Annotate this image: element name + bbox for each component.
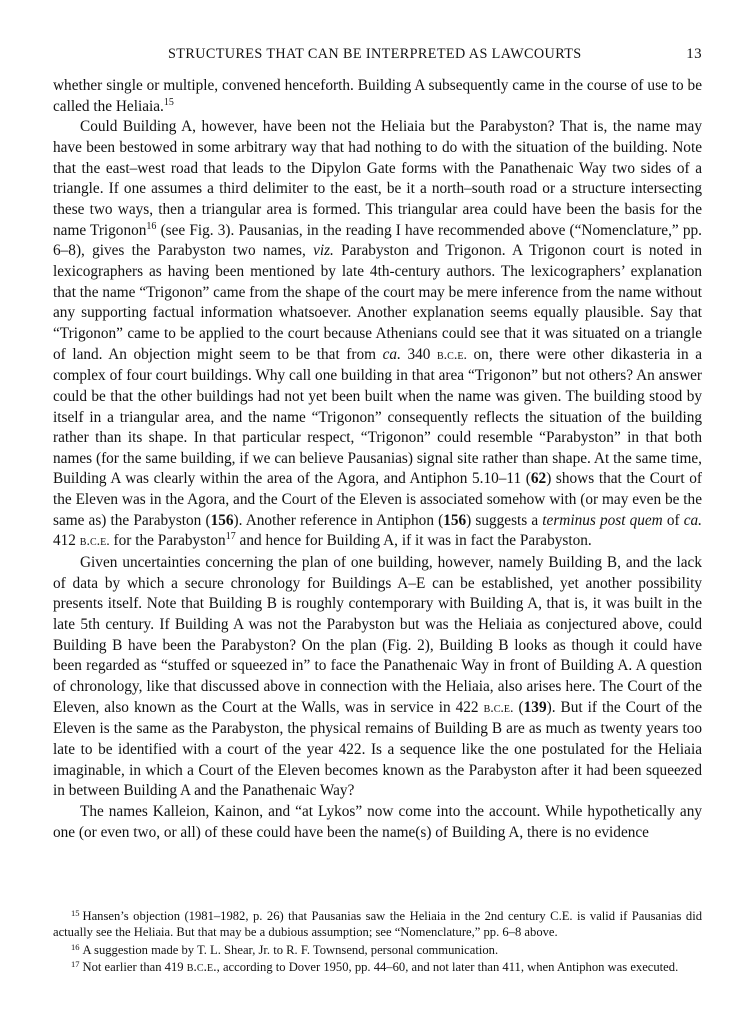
running-header <box>52 46 702 66</box>
source-number: 62 <box>530 470 547 488</box>
source-number: 156 <box>443 511 467 529</box>
footnotes <box>53 908 702 978</box>
paragraph: Given uncertainties concerning the plan of one building, however, namely Building B, and the lack of data by which a secure chronology for Buildings A–E can be established, yet another possibility presents itself. Note that Building B is roughly contemporary with Building A, that is, it was built in the late 5th century. If Building A was not the Parabyston but was the Heliaia as conjectured above, could Building B have been the Parabyston? On the plan (Fig. 2), Building B looks as though it could have been regarded as “stuffed or squeezed in” to face the Panathenaic Way in front of Building A. A question of chronology, like that discussed above in connection with the Heliaia, also arises here. The Court of the Eleven, also known as the Court at the Walls, was in service in 422 b.c.e. (139). But if the Court of the Eleven is the same as the Parabyston, the physical remains of Building B are as much as twenty years too late to be identified with a court of the year 422. Is a sequence like the one postulated for the Heliaia imaginable, in which a Court of the Eleven becomes known as the Parabyston after it had been squeezed in between Building A and the Panathenaic Way? <box>53 554 703 800</box>
paragraph: Could Building A, however, have been not the Heliaia but the Parabyston? That is, the name may have been bestowed in some arbitrary way that had nothing to do with the situation of the building. Note that the east–west road that leads to the Dipylon Gate forms with the Panathenaic Way two sides of a triangle. If one assumes a third delimiter to the east, be it a north–south road or a structure intersecting these two ways, then a triangular area is formed. This triangular area could have been the basis for the name Trigonon$^{16}$ (see Fig. 3). Pausanias, in the reading I have recommended above (“Nomenclature,” pp. 6–8), gives the Parabyston two names, viz. Parabyston and Trigonon. A Trigonon court is noted in lexicographers as having been mentioned by late 4th-century authors. The lexicographers’ explanation that the name “Trigonon” came from the shape of the court may be mere inference from the name without any supporting factual information whatsoever. Another explanation seems equally plausible. Say that “Trigonon” came to be applied to the court because Athenians could see that it was situated on a triangle of land. An objection might seem to be that from ca. 340 b.c.e. on, there were other dikasteria in a complex of four court buildings. Why call one building in that area “Trigonon” but not others? An answer could be that the other buildings had not yet been built when the name was given. The building stood by itself in a triangular area, and the name “Trigonon” consequently reflects the situation of the building rather than its shape. In that particular respect, “Trigonon” could resemble “Parabyston” in that both names (for the same building, if we can believe Pausanias) signal site rather than shape. At the same time, Building A was clearly within the area of the Agora, and Antiphon 5.10–11 (62) shows that the Court of the Eleven was in the Agora, and the Court of the Eleven is associated somehow with (or may even be the same as) the Parabyston (156). Another reference in Antiphon (156) suggests a terminus post quem of ca. 412 b.c.e. for the Parabyston$^{17}$ and hence for Building A, if it was in fact the Parabyston. <box>53 118 703 550</box>
footnote: $^{17}$ Not earlier than 419 b.c.e., according to Dover 1950, pp. 44–60, and not later than 411, when Antiphon was executed. <box>71 959 679 976</box>
footnote-number: 15 <box>71 908 80 918</box>
footnote: $^{15}$ Hansen’s objection (1981–1982, p. 26) that Pausanias saw the Heliaia in the 2nd century C.E. is valid if Pausanias did actually see the Heliaia. But that may be a dubious assumption; see “Nomenclature,” pp. 6–8 above. <box>53 908 702 940</box>
paragraph: whether single or multiple, convened henceforth. Building A subsequently came in the course of use to be called the Heliaia.$^{15}$ <box>53 77 702 115</box>
footnote-ref[interactable]: 16 <box>146 220 157 232</box>
footnote-number: 16 <box>71 941 80 952</box>
source-number: 139 <box>523 698 547 716</box>
running-title: STRUCTURES THAT CAN BE INTERPRETED AS LAWCOURTS <box>168 46 582 62</box>
main-text <box>53 76 702 843</box>
paragraph: The names Kalleion, Kainon, and “at Lykos” now come into the account. While hypothetically any one (or even two, or all) of these could have been the name(s) of Building A, there is no evidence <box>53 802 702 841</box>
footnote-number: 17 <box>71 959 80 970</box>
page-number: 13 <box>686 46 702 62</box>
source-number: 156 <box>210 511 234 529</box>
footnote-ref[interactable]: 15 <box>163 96 174 108</box>
footnote-ref[interactable]: 17 <box>225 531 236 543</box>
footnote: $^{16}$ A suggestion made by T. L. Shear, Jr. to R. F. Townsend, personal communication. <box>71 941 499 957</box>
